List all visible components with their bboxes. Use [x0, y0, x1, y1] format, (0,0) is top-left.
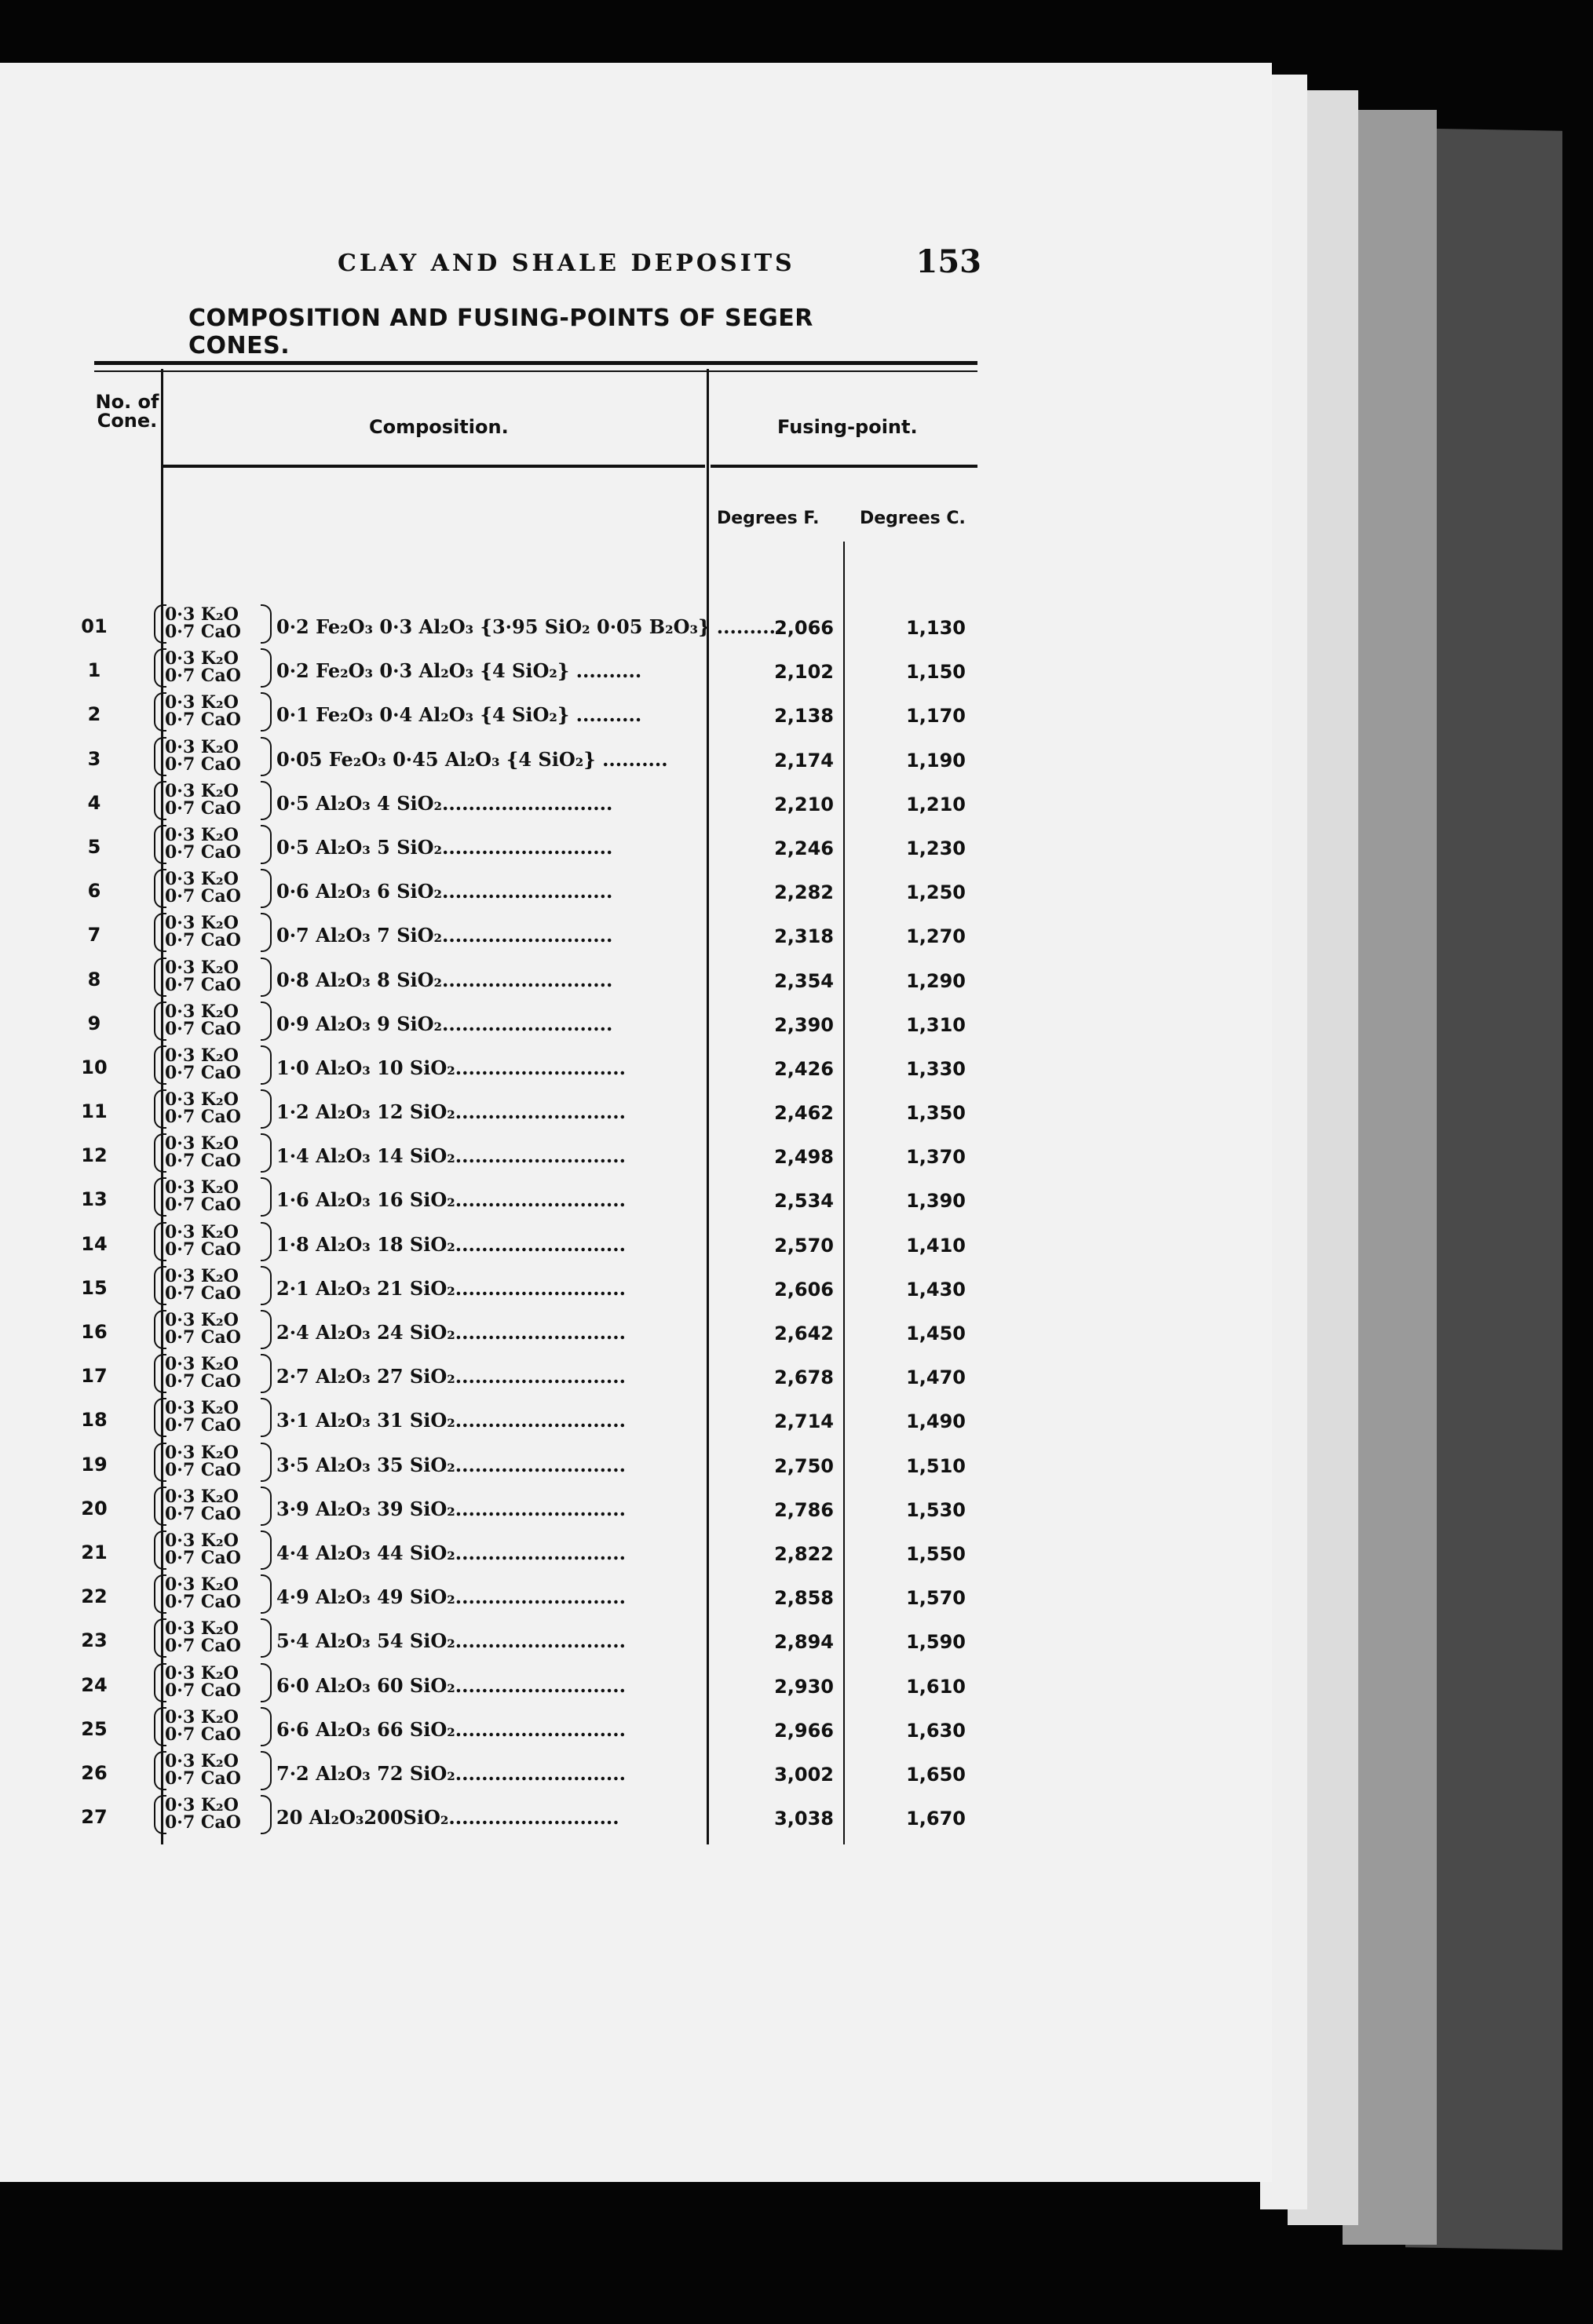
flux-line: 0·3 K₂O	[165, 1001, 239, 1022]
right-brace	[261, 1443, 272, 1482]
table-row	[0, 913, 989, 963]
header-fusing-point: Fusing-point.	[777, 416, 918, 438]
degrees-f-value: 2,282	[774, 881, 834, 904]
flux-line: 0·7 CaO	[165, 1768, 241, 1789]
flux-line: 0·7 CaO	[165, 1636, 241, 1657]
right-brace	[261, 958, 272, 997]
cone-number: 3	[87, 747, 101, 770]
flux-line: 0·7 CaO	[165, 1151, 241, 1172]
table-row	[0, 1750, 989, 1801]
header-composition: Composition.	[369, 416, 509, 438]
degrees-f-value: 2,102	[774, 661, 834, 684]
degrees-f-value: 2,678	[774, 1366, 834, 1389]
degrees-f-value: 2,966	[774, 1719, 834, 1742]
flux-line: 0·3 K₂O	[165, 1265, 239, 1286]
flux-line: 0·3 K₂O	[165, 869, 239, 890]
degrees-f-value: 2,318	[774, 925, 834, 948]
cone-number: 8	[87, 968, 101, 991]
degrees-f-value: 3,038	[774, 1808, 834, 1830]
flux-line: 0·7 CaO	[165, 841, 241, 863]
table-row	[0, 1221, 989, 1272]
degrees-f-value: 2,750	[774, 1454, 834, 1477]
degrees-f-value: 2,498	[774, 1146, 834, 1169]
degrees-f-value: 2,174	[774, 749, 834, 772]
flux-line: 0·7 CaO	[165, 1812, 241, 1833]
cone-number: 23	[81, 1629, 108, 1652]
table-row	[0, 1045, 989, 1096]
header-rule-composition	[163, 465, 705, 468]
flux-line: 0·3 K₂O	[165, 1795, 239, 1816]
degrees-f-value: 2,210	[774, 793, 834, 815]
formula: 0·05 Fe₂O₃ 0·45 Al₂O₃ {4 SiO₂} ..........	[276, 747, 668, 771]
formula: 3·5 Al₂O₃ 35 SiO₂..........................	[276, 1453, 626, 1476]
table-row	[0, 1354, 989, 1404]
formula: 4·9 Al₂O₃ 49 SiO₂..........................	[276, 1585, 626, 1609]
degrees-f-value: 2,786	[774, 1498, 834, 1521]
running-head	[338, 243, 981, 280]
flux-composition	[165, 1488, 275, 1523]
degrees-f-value: 2,570	[774, 1234, 834, 1257]
flux-composition	[165, 736, 275, 775]
flux-line: 0·3 K₂O	[165, 913, 239, 934]
flux-composition	[165, 914, 275, 949]
flux-line: 0·3 K₂O	[165, 1530, 239, 1551]
table-title: COMPOSITION AND FUSING-POINTS OF SEGER CONES.	[188, 305, 813, 359]
flux-composition	[165, 1312, 275, 1346]
flux-composition	[165, 1177, 275, 1216]
table-row	[0, 1265, 989, 1316]
cone-number: 15	[81, 1276, 108, 1299]
right-brace	[261, 869, 272, 908]
formula: 1·0 Al₂O₃ 10 SiO₂..........................	[276, 1056, 626, 1079]
flux-line: 0·7 CaO	[165, 1282, 241, 1304]
cone-number: 21	[81, 1541, 108, 1563]
right-brace	[261, 1354, 272, 1393]
table-row	[0, 692, 989, 742]
flux-composition	[165, 1750, 275, 1789]
header-degrees-f: Degrees F.	[717, 509, 820, 528]
degrees-c-value: 1,150	[906, 661, 966, 684]
formula: 20 Al₂O₃200SiO₂..........................	[276, 1806, 619, 1830]
formula: 0·2 Fe₂O₃ 0·3 Al₂O₃ {4 SiO₂} ..........	[276, 659, 642, 683]
formula: 3·9 Al₂O₃ 39 SiO₂..........................	[276, 1497, 626, 1520]
right-brace	[261, 1045, 272, 1085]
flux-composition	[165, 870, 275, 905]
table-row	[0, 1089, 989, 1140]
table-row	[0, 1618, 989, 1669]
degrees-f-value: 2,822	[774, 1542, 834, 1565]
degrees-c-value: 1,630	[906, 1719, 966, 1742]
formula: 1·2 Al₂O₃ 12 SiO₂..........................	[276, 1100, 626, 1124]
flux-line: 0·7 CaO	[165, 1018, 241, 1039]
cone-number: 11	[81, 1100, 108, 1123]
degrees-c-value: 1,350	[906, 1102, 966, 1125]
degrees-c-value: 1,390	[906, 1190, 966, 1213]
right-brace	[261, 1487, 272, 1526]
cone-number: 14	[81, 1232, 108, 1255]
flux-line: 0·3 K₂O	[165, 1750, 239, 1771]
right-brace	[261, 604, 272, 644]
flux-line: 0·7 CaO	[165, 1239, 241, 1260]
flux-line: 0·7 CaO	[165, 1503, 241, 1524]
flux-line: 0·3 K₂O	[165, 1574, 239, 1596]
flux-line: 0·7 CaO	[165, 1724, 241, 1745]
table-row	[0, 1706, 989, 1757]
flux-line: 0·3 K₂O	[165, 1045, 239, 1066]
formula: 2·7 Al₂O₃ 27 SiO₂..........................	[276, 1365, 626, 1388]
right-brace	[261, 1177, 272, 1217]
formula: 0·2 Fe₂O₃ 0·3 Al₂O₃ {3·95 SiO₂ 0·05 B₂O₃} ..........	[276, 615, 783, 638]
degrees-c-value: 1,650	[906, 1763, 966, 1786]
flux-line: 0·7 CaO	[165, 710, 241, 731]
table-row	[0, 1442, 989, 1493]
flux-composition	[165, 959, 275, 994]
flux-line: 0·7 CaO	[165, 1459, 241, 1480]
degrees-f-value: 2,066	[774, 617, 834, 639]
flux-line: 0·3 K₂O	[165, 1310, 239, 1330]
right-brace	[261, 1133, 272, 1173]
table-row	[0, 824, 989, 875]
right-brace	[261, 1663, 272, 1702]
flux-composition	[165, 780, 275, 819]
flux-composition	[165, 1221, 275, 1260]
degrees-f-value: 2,534	[774, 1190, 834, 1213]
formula: 0·5 Al₂O₃ 5 SiO₂..........................	[276, 835, 613, 859]
flux-line: 0·3 K₂O	[165, 1221, 239, 1242]
degrees-c-value: 1,190	[906, 749, 966, 772]
cone-number: 18	[81, 1409, 108, 1432]
flux-line: 0·3 K₂O	[165, 648, 239, 669]
degrees-c-value: 1,210	[906, 793, 966, 815]
formula: 0·7 Al₂O₃ 7 SiO₂..........................	[276, 924, 613, 947]
right-brace	[261, 1618, 272, 1658]
degrees-f-value: 3,002	[774, 1763, 834, 1786]
degrees-f-value: 2,858	[774, 1587, 834, 1610]
table-row	[0, 780, 989, 831]
right-brace	[261, 1001, 272, 1041]
flux-composition	[165, 1444, 275, 1479]
flux-line: 0·3 K₂O	[165, 1354, 239, 1375]
flux-line: 0·7 CaO	[165, 666, 241, 687]
flux-line: 0·3 K₂O	[165, 1486, 239, 1507]
flux-line: 0·3 K₂O	[165, 604, 239, 625]
formula: 2·4 Al₂O₃ 24 SiO₂..........................	[276, 1321, 626, 1344]
degrees-f-value: 2,714	[774, 1410, 834, 1433]
flux-line: 0·7 CaO	[165, 1062, 241, 1083]
formula: 0·8 Al₂O₃ 8 SiO₂..........................	[276, 968, 613, 991]
flux-line: 0·3 K₂O	[165, 1089, 239, 1111]
cone-number: 17	[81, 1365, 108, 1388]
degrees-c-value: 1,670	[906, 1808, 966, 1830]
degrees-f-value: 2,642	[774, 1323, 834, 1344]
flux-composition	[165, 1091, 275, 1126]
flux-line: 0·7 CaO	[165, 1547, 241, 1568]
cone-number: 20	[81, 1497, 108, 1520]
cone-number: 16	[81, 1321, 108, 1343]
table-row	[0, 1530, 989, 1581]
flux-line: 0·7 CaO	[165, 1195, 241, 1216]
right-brace	[261, 913, 272, 952]
flux-composition	[165, 692, 275, 731]
cone-number: 6	[87, 880, 101, 903]
flux-line: 0·3 K₂O	[165, 1662, 239, 1684]
formula: 0·1 Fe₂O₃ 0·4 Al₂O₃ {4 SiO₂} ..........	[276, 703, 642, 727]
degrees-f-value: 2,606	[774, 1278, 834, 1301]
cone-number: 5	[87, 835, 101, 858]
right-brace	[261, 1574, 272, 1614]
flux-line: 0·3 K₂O	[165, 736, 239, 757]
flux-line: 0·3 K₂O	[165, 1398, 239, 1419]
table-row	[0, 1795, 989, 1845]
degrees-c-value: 1,530	[906, 1498, 966, 1521]
right-brace	[261, 737, 272, 776]
degrees-f-value: 2,426	[774, 1057, 834, 1080]
right-brace	[261, 1222, 272, 1261]
flux-composition	[165, 1265, 275, 1304]
flux-composition	[165, 1576, 275, 1611]
formula: 0·6 Al₂O₃ 6 SiO₂..........................	[276, 880, 613, 903]
degrees-c-value: 1,570	[906, 1587, 966, 1610]
table-row	[0, 1310, 989, 1360]
flux-composition	[165, 1047, 275, 1082]
right-brace	[261, 1707, 272, 1746]
flux-line: 0·7 CaO	[165, 886, 241, 907]
formula: 2·1 Al₂O₃ 21 SiO₂..........................	[276, 1276, 626, 1300]
cone-table-body	[0, 604, 989, 1845]
degrees-c-value: 1,310	[906, 1013, 966, 1036]
degrees-c-value: 1,550	[906, 1542, 966, 1565]
flux-composition	[165, 1620, 275, 1655]
right-brace	[261, 1398, 272, 1437]
table-row	[0, 869, 989, 919]
top-rule-thick	[94, 361, 977, 365]
right-brace	[261, 1751, 272, 1790]
flux-composition	[165, 1706, 275, 1745]
flux-composition	[165, 1003, 275, 1038]
degrees-c-value: 1,510	[906, 1454, 966, 1477]
cone-number: 19	[81, 1453, 108, 1476]
table-row	[0, 1001, 989, 1052]
degrees-c-value: 1,330	[906, 1057, 966, 1080]
cone-number: 27	[81, 1806, 108, 1829]
right-brace	[261, 1530, 272, 1570]
top-rule-thin	[94, 370, 977, 372]
degrees-c-value: 1,450	[906, 1323, 966, 1344]
right-brace	[261, 1310, 272, 1349]
table-row	[0, 1398, 989, 1448]
formula: 5·4 Al₂O₃ 54 SiO₂..........................	[276, 1629, 626, 1653]
right-brace	[261, 1089, 272, 1129]
flux-composition	[165, 1399, 275, 1434]
flux-line: 0·7 CaO	[165, 930, 241, 951]
flux-line: 0·3 K₂O	[165, 780, 239, 801]
table-row	[0, 648, 989, 699]
cone-number: 13	[81, 1188, 108, 1211]
degrees-c-value: 1,230	[906, 837, 966, 859]
flux-composition	[165, 1133, 275, 1172]
degrees-c-value: 1,250	[906, 881, 966, 904]
formula: 0·5 Al₂O₃ 4 SiO₂..........................	[276, 791, 613, 815]
formula: 3·1 Al₂O₃ 31 SiO₂..........................	[276, 1409, 626, 1432]
cone-number: 22	[81, 1585, 108, 1608]
cone-number: 25	[81, 1717, 108, 1740]
flux-line: 0·3 K₂O	[165, 1706, 239, 1727]
right-brace	[261, 1795, 272, 1834]
table-row	[0, 1177, 989, 1228]
degrees-f-value: 2,390	[774, 1013, 834, 1036]
table-row	[0, 1662, 989, 1713]
flux-line: 0·3 K₂O	[165, 692, 239, 713]
header-cone: No. of Cone.	[95, 391, 159, 432]
degrees-c-value: 1,370	[906, 1146, 966, 1169]
degrees-c-value: 1,590	[906, 1631, 966, 1654]
cone-number: 4	[87, 791, 101, 814]
flux-line: 0·3 K₂O	[165, 1133, 239, 1155]
degrees-f-value: 2,930	[774, 1675, 834, 1698]
degrees-c-value: 1,130	[906, 617, 966, 639]
cone-number: 1	[87, 659, 101, 682]
table-row	[0, 1486, 989, 1537]
formula: 6·6 Al₂O₃ 66 SiO₂..........................	[276, 1717, 626, 1741]
flux-composition	[165, 826, 275, 861]
cone-number: 12	[81, 1144, 108, 1167]
flux-line: 0·7 CaO	[165, 1327, 241, 1348]
degrees-f-value: 2,246	[774, 837, 834, 859]
flux-line: 0·7 CaO	[165, 797, 241, 819]
formula: 1·8 Al₂O₃ 18 SiO₂..........................	[276, 1232, 626, 1256]
flux-line: 0·7 CaO	[165, 622, 241, 642]
flux-line: 0·3 K₂O	[165, 1442, 239, 1463]
cone-number: 7	[87, 924, 101, 947]
degrees-f-value: 2,354	[774, 969, 834, 992]
flux-composition	[165, 1797, 275, 1831]
flux-line: 0·7 CaO	[165, 753, 241, 775]
degrees-c-value: 1,430	[906, 1278, 966, 1301]
degrees-c-value: 1,270	[906, 925, 966, 948]
degrees-c-value: 1,490	[906, 1410, 966, 1433]
flux-composition	[165, 1662, 275, 1701]
flux-line: 0·3 K₂O	[165, 1177, 239, 1198]
flux-line: 0·7 CaO	[165, 1592, 241, 1613]
right-brace	[261, 1266, 272, 1305]
header-degrees-c: Degrees C.	[860, 509, 966, 528]
table-row	[0, 604, 989, 655]
degrees-c-value: 1,410	[906, 1234, 966, 1257]
right-brace	[261, 825, 272, 864]
formula: 1·6 Al₂O₃ 16 SiO₂..........................	[276, 1188, 626, 1212]
formula: 7·2 Al₂O₃ 72 SiO₂..........................	[276, 1761, 626, 1785]
formula: 4·4 Al₂O₃ 44 SiO₂..........................	[276, 1541, 626, 1564]
degrees-f-value: 2,138	[774, 705, 834, 728]
flux-line: 0·7 CaO	[165, 1371, 241, 1392]
flux-composition	[165, 648, 275, 687]
cone-number: 9	[87, 1012, 101, 1034]
running-head-text: CLAY AND SHALE DEPOSITS	[338, 250, 795, 277]
formula: 1·4 Al₂O₃ 14 SiO₂..........................	[276, 1144, 626, 1168]
flux-line: 0·3 K₂O	[165, 1618, 239, 1640]
right-brace	[261, 781, 272, 820]
table-row	[0, 736, 989, 787]
cone-number: 26	[81, 1761, 108, 1784]
page-number: 153	[915, 243, 981, 280]
degrees-c-value: 1,610	[906, 1675, 966, 1698]
flux-composition	[165, 606, 275, 640]
cone-number: 2	[87, 703, 101, 726]
formula: 6·0 Al₂O₃ 60 SiO₂..........................	[276, 1673, 626, 1697]
cone-number: 24	[81, 1673, 108, 1696]
degrees-c-value: 1,290	[906, 969, 966, 992]
cone-number: 01	[81, 615, 108, 637]
formula: 0·9 Al₂O₃ 9 SiO₂..........................	[276, 1012, 613, 1035]
header-rule-fusing	[711, 465, 977, 468]
right-brace	[261, 692, 272, 731]
table-row	[0, 957, 989, 1008]
flux-line: 0·3 K₂O	[165, 957, 239, 978]
right-brace	[261, 648, 272, 688]
degrees-c-value: 1,170	[906, 705, 966, 728]
flux-line: 0·7 CaO	[165, 1415, 241, 1436]
degrees-f-value: 2,462	[774, 1102, 834, 1125]
flux-line: 0·3 K₂O	[165, 824, 239, 845]
flux-line: 0·7 CaO	[165, 1680, 241, 1701]
cone-number: 10	[81, 1056, 108, 1078]
table-row	[0, 1574, 989, 1625]
flux-line: 0·7 CaO	[165, 974, 241, 995]
flux-line: 0·7 CaO	[165, 1107, 241, 1128]
table-row	[0, 1133, 989, 1184]
degrees-f-value: 2,894	[774, 1631, 834, 1654]
flux-composition	[165, 1532, 275, 1567]
degrees-c-value: 1,470	[906, 1366, 966, 1389]
flux-composition	[165, 1355, 275, 1390]
